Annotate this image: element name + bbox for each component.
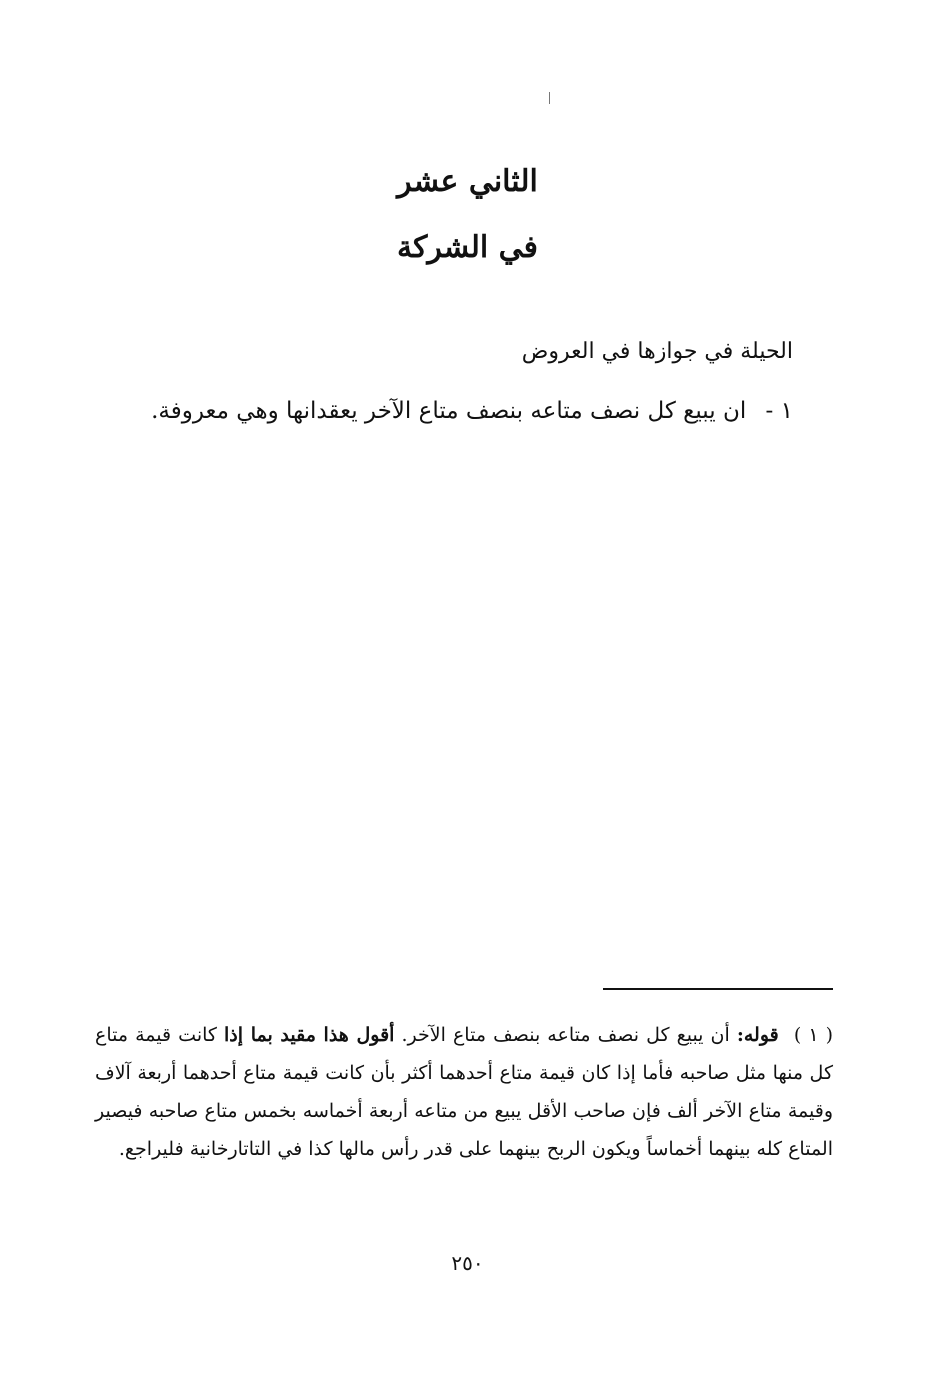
- page-number: ٢٥٠: [451, 1251, 484, 1275]
- stray-mark: [549, 92, 550, 104]
- footnote-quote: أن يبيع كل نصف متاعه بنصف متاع الآخر.: [401, 1024, 730, 1046]
- footnote-lead: قوله:: [736, 1024, 779, 1046]
- chapter-subtitle: في الشركة: [397, 230, 538, 265]
- item-text: ان يبيع كل نصف متاعه بنصف متاع الآخر يعقدانها وهي معروفة.: [151, 398, 747, 424]
- section-heading: الحيلة في جوازها في العروض: [521, 339, 793, 364]
- footnote-body: كانت قيمة متاع كل منها مثل صاحبه فأما إذا كان قيمة متاع أحدهما أكثر بأن كانت قيمة متاع أحدهما أربعة آلاف وقيمة متاع الآخر ألف فإن صاحب الأقل يبيع من متاعه أربعة أخماسه بخمس متاع صاحبه فيصير المتاع كله بينهما أخماساً ويكون الربح بينهما على قدر رأس مالها كذا في التاتارخانية فليراجع.: [95, 1024, 833, 1160]
- item-number: ١ -: [765, 398, 793, 424]
- list-item: [88, 386, 793, 436]
- chapter-title: الثاني عشر: [397, 164, 538, 199]
- footnote-marker: ( ١ ): [793, 1024, 834, 1046]
- footnote: [95, 1016, 833, 1168]
- footnote-divider: [603, 988, 833, 990]
- footnote-bold-phrase: أقول هذا مقيد بما إذا: [224, 1024, 395, 1046]
